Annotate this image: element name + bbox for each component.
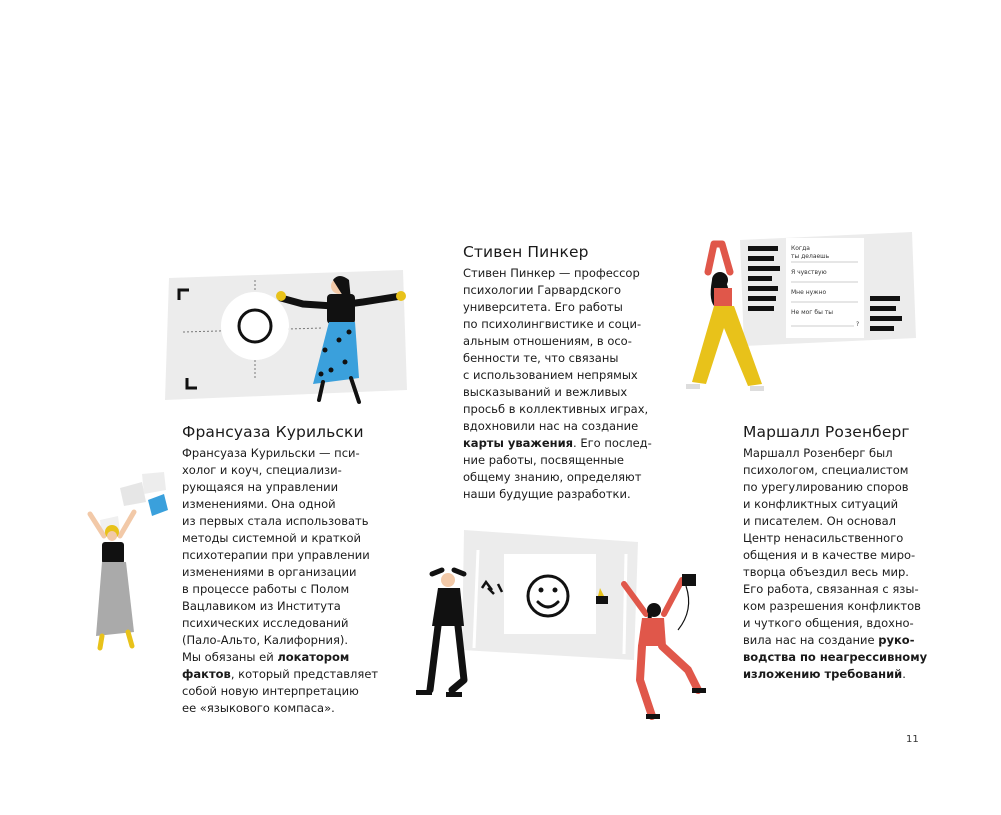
blue-folder-icon [148, 494, 168, 516]
kurilski-name: Франсуаза Курильски [182, 423, 364, 441]
bio-line: бенности те, что связаны [463, 351, 619, 365]
bio-line: по урегулированию споров [743, 480, 909, 494]
bio-line-bold: водства по неагрессивному [743, 650, 928, 664]
bio-line: и конфликтных ситуаций [743, 497, 899, 511]
bio-line: просьб в коллективных играх, [463, 402, 649, 416]
form-row-1b: ты делаешь [791, 253, 830, 260]
target-panel-illustration [163, 270, 413, 410]
bio-line-bold: руко- [878, 633, 915, 647]
bio-line [743, 632, 973, 649]
bio-line: Вацлавиком из Института [182, 599, 341, 613]
bio-line-text: вила нас на создание [743, 633, 879, 647]
target-disc [221, 292, 289, 360]
bio-line: изменениями в организации [182, 565, 357, 579]
bio-line: и писателем. Он основал [743, 514, 896, 528]
bio-line: (Пало-Альто, Калифорния). [182, 633, 349, 647]
bio-line: вдохновили нас на создание [463, 419, 639, 433]
page-number: 11 [906, 734, 919, 745]
bio-line [743, 649, 973, 666]
needs-form-illustration [678, 232, 918, 402]
form-row-4q: ? [856, 321, 860, 328]
bio-line: собой новую интерпретацию [182, 684, 359, 698]
bio-line: психотерапии при управлении [182, 548, 370, 562]
bio-line [182, 666, 402, 683]
pinker-block [463, 243, 683, 503]
smiley-panel-illustration [402, 530, 712, 730]
bio-line [182, 649, 402, 666]
form-row-1: Когда [791, 245, 810, 252]
woman-in-red-figure [624, 574, 706, 719]
bio-line: Центр ненасильственного [743, 531, 904, 545]
bio-line-text: Мы обязаны ей [182, 650, 278, 664]
rosenberg-bio [743, 445, 973, 683]
smiley-card [504, 554, 596, 634]
bio-line: Франсуаза Курильски — пси- [182, 446, 360, 460]
bio-line: творца объездил весь мир. [743, 565, 909, 579]
bio-line: психологом, специалистом [743, 463, 909, 477]
paper-sheet [142, 472, 166, 494]
form-card [786, 238, 864, 338]
bio-line: изменениями. Она одной [182, 497, 336, 511]
bio-line: методы системной и краткой [182, 531, 362, 545]
form-row-4: Не мог бы ты [791, 309, 833, 316]
bio-line: наши будущие разработки. [463, 487, 631, 501]
bio-line-bold: изложению требований [743, 667, 903, 681]
bio-line: в процессе работы с Полом [182, 582, 350, 596]
bio-line [463, 435, 683, 452]
bio-line: и чуткого общения, вдохно- [743, 616, 914, 630]
bio-line-text: , который представляет [230, 667, 379, 681]
bio-line: рующаяся на управлении [182, 480, 339, 494]
rosenberg-block [743, 423, 973, 683]
bio-line-text: . [902, 667, 906, 681]
bio-line: высказываний и вежливых [463, 385, 628, 399]
pinker-name: Стивен Пинкер [463, 243, 589, 261]
rosenberg-name: Маршалл Розенберг [743, 423, 910, 441]
kurilski-bio [182, 445, 402, 717]
bio-line: ком разрешения конфликтов [743, 599, 921, 613]
bio-line: ние работы, посвященные [463, 453, 624, 467]
form-row-2: Я чувствую [791, 269, 827, 276]
bio-line: Его работа, связанная с язы- [743, 582, 919, 596]
bio-line: Стивен Пинкер — профессор [463, 266, 640, 280]
bio-line: холог и коуч, специализи- [182, 463, 342, 477]
bio-line: общения и в качестве миро- [743, 548, 916, 562]
bio-line: Маршалл Розенберг был [743, 446, 893, 460]
bio-line [743, 666, 973, 683]
bio-line: ее «языкового компаса». [182, 701, 335, 715]
paper-sheet [120, 482, 146, 506]
man-in-suit-figure [416, 570, 464, 697]
bio-line: психологии Гарвардского [463, 283, 622, 297]
bio-line: психических исследований [182, 616, 349, 630]
bio-line: по психолингвистике и соци- [463, 317, 642, 331]
bio-line-bold: карты уважения [463, 436, 574, 450]
bio-line: из первых стала использовать [182, 514, 369, 528]
bio-line: общему знанию, определяют [463, 470, 642, 484]
phone-icon [682, 574, 696, 586]
bio-line: с использованием непрямых [463, 368, 638, 382]
bio-line-text: . Его послед- [573, 436, 652, 450]
bio-line: альным отношениям, в осо- [463, 334, 632, 348]
papers-woman-illustration [82, 472, 182, 652]
bio-line: университета. Его работы [463, 300, 623, 314]
form-row-3: Мне нужно [791, 289, 827, 296]
pinker-bio [463, 265, 683, 503]
bio-line-bold: локатором [277, 650, 350, 664]
bio-line-bold: фактов [182, 667, 231, 681]
kurilski-block [182, 423, 402, 717]
